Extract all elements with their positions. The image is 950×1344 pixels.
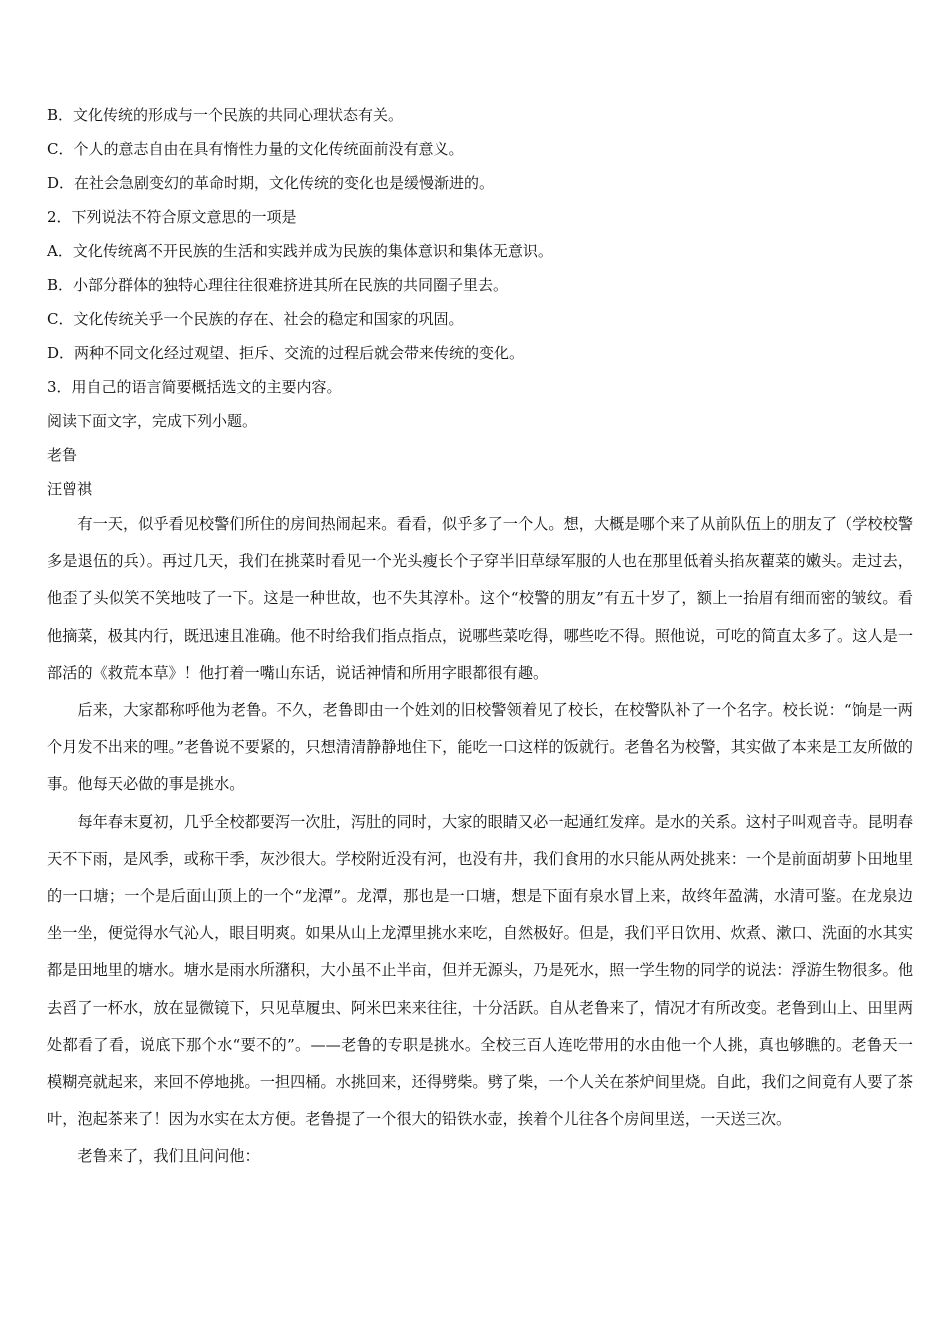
- question-3: 3．用自己的语言简要概括选文的主要内容。: [47, 378, 342, 396]
- reading-instruction: 阅读下面文字，完成下列小题。: [47, 412, 258, 430]
- option-c-line: C．个人的意志自由在具有惰性力量的文化传统面前没有意义。: [47, 140, 464, 158]
- story-paragraph-2: 后来，大家都称呼他为老鲁。不久，老鲁即由一个姓刘的旧校警领着见了校长，在校警队补了一个名字。校长说：“饷是一两个月发不出来的哩。”老鲁说不要紧的，只想清清静静地住下，能吃一口这样的饭就行。老鲁名为校警，其实做了本来是工友所做的事。他每天必做的事是挑水。: [47, 701, 913, 794]
- story-author: 汪曾祺: [47, 480, 93, 498]
- q2-option-b: B．小部分群体的独特心理往往很难挤进其所在民族的共同圈子里去。: [47, 276, 509, 294]
- question-2: 2．下列说法不符合原文意思的一项是: [47, 208, 297, 226]
- q2-option-d: D．两种不同文化经过观望、拒斥、交流的过程后就会带来传统的变化。: [47, 344, 525, 362]
- q2-option-c: C．文化传统关乎一个民族的存在、社会的稳定和国家的巩固。: [47, 310, 464, 328]
- story-title: 老鲁: [47, 446, 78, 464]
- story-paragraph-4: 老鲁来了，我们且问问他：: [77, 1147, 260, 1166]
- story-paragraph-3: 每年春末夏初，几乎全校都要泻一次肚，泻肚的同时，大家的眼睛又必一起通红发痒。是水的关系。这村子叫观音寺。昆明春天不下雨，是风季，或称干季，灰沙很大。学校附近没有河，也没有井，我们食用的水只能从两处挑来：一个是前面胡萝卜田地里的一口塘；一个是后面山顶上的一个“龙潭”。龙潭，那也是一口塘，想是下面有泉水冒上来，故终年盈满，水清可鉴。在龙泉边坐一坐，便觉得水气沁人，眼目明爽。如果从山上龙潭里挑水来吃，自然极好。但是，我们平日饮用、炊煮、漱口、洗面的水其实都是田地里的塘水。塘水是雨水所潴积，大小虽不止半亩，但并无源头，乃是死水，照一学生物的同学的说法：浮游生物很多。他去舀了一杯水，放在显微镜下，只见草履虫、阿米巴来来往往，十分活跃。自从老鲁来了，情况才有所改变。老鲁到山上、田里两处都看了看，说底下那个水“要不的”。——老鲁的专职是挑水。全校三百人连吃带用的水由他一个人挑，真也够瞧的。老鲁天一模糊亮就起来，来回不停地挑。一担四桶。水挑回来，还得劈柴。劈了柴，一个人关在茶炉间里烧。自此，我们之间竟有人要了茶叶，泡起茶来了！因为水实在太方便。老鲁提了一个很大的铅铁水壶，挨着个儿往各个房间里送，一天送三次。: [47, 812, 913, 1129]
- story-paragraph-1: 有一天，似乎看见校警们所住的房间热闹起来。看看，似乎多了一个人。想，大概是哪个来了从前队伍上的朋友了（学校校警多是退伍的兵）。再过几天，我们在挑菜时看见一个光头瘦长个子穿半旧草绿军服的人也在那里低着头掐灰藋菜的嫩头。走过去，他歪了头似笑不笑地吱了一下。这是一种世故，也不失其淳朴。这个“校警的朋友”有五十岁了，额上一抬眉有细而密的皱纹。看他摘菜，极其内行，既迅速且准确。他不时给我们指点指点，说哪些菜吃得，哪些吃不得。照他说，可吃的简直太多了。这人是一部活的《救荒本草》！他打着一嘴山东话，说话神情和所用字眼都很有趣。: [47, 515, 913, 682]
- option-b-line: B．文化传统的形成与一个民族的共同心理状态有关。: [47, 106, 404, 124]
- option-d-line: D．在社会急剧变幻的革命时期，文化传统的变化也是缓慢渐进的。: [47, 174, 495, 192]
- document-page: [47, 98, 913, 1176]
- q2-option-a: A．文化传统离不开民族的生活和实践并成为民族的集体意识和集体无意识。: [47, 242, 553, 260]
